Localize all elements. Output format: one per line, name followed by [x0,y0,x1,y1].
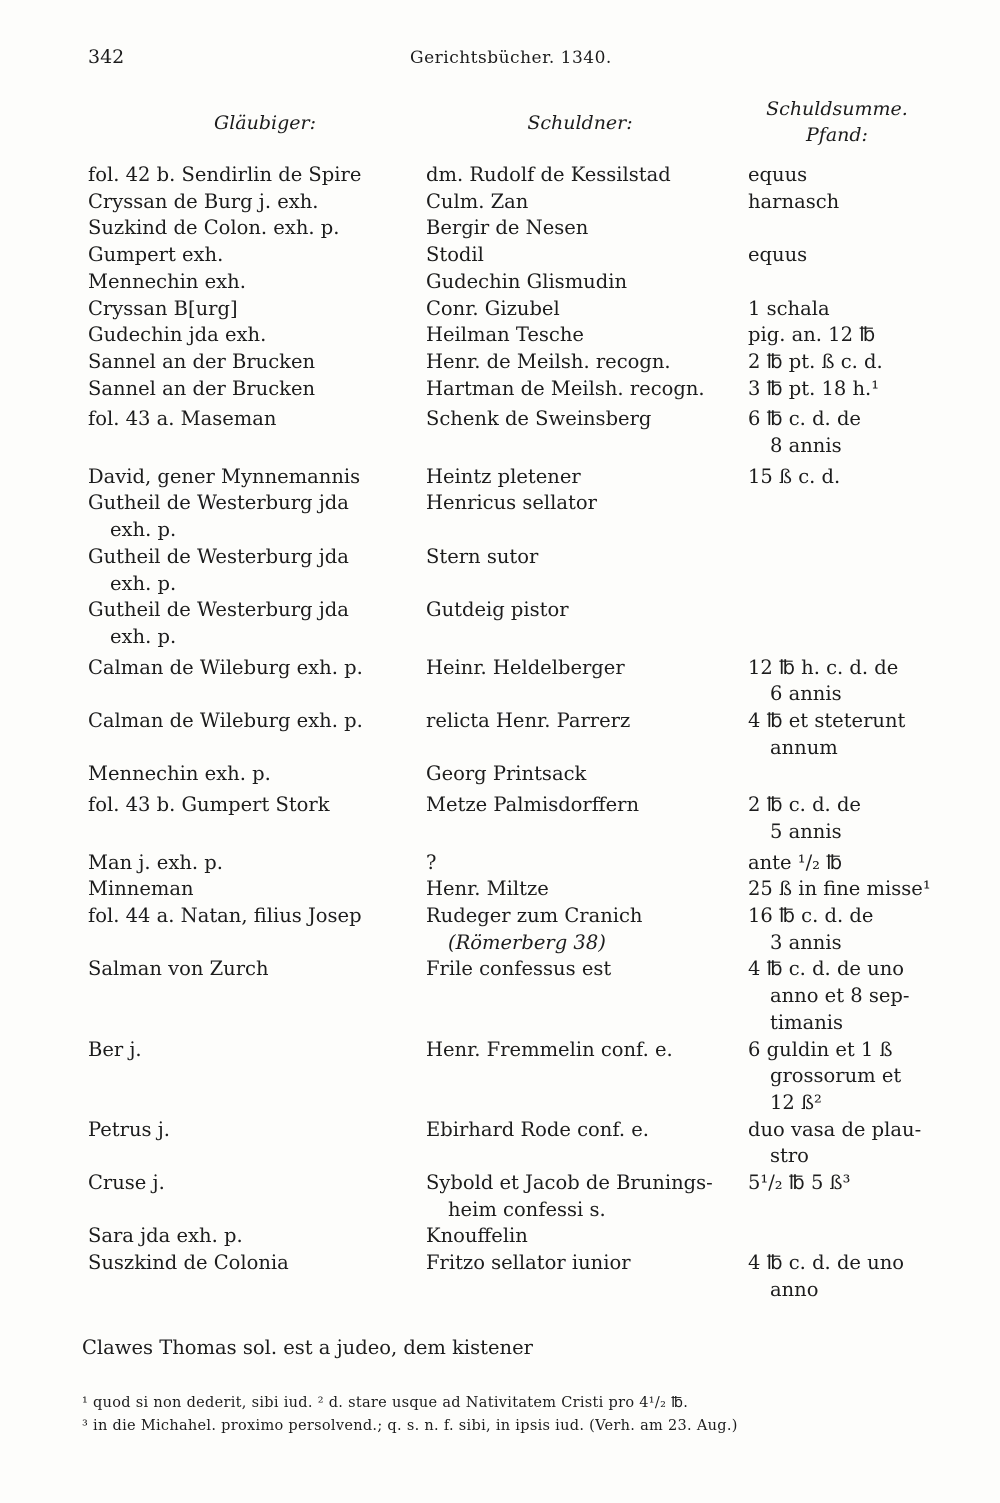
debtor-cell-line: heim confessi s. [448,1197,606,1221]
table-row [88,376,928,403]
sum-cell-line: 3 ℔ pt. 18 h.¹ [748,376,880,400]
debtor-cell [426,490,748,543]
creditor-cell [88,761,426,788]
sum-cell [748,349,928,376]
sum-cell [748,406,928,459]
debtor-cell-line: (Römerberg 38) [448,930,606,954]
table-row [88,655,928,708]
debtor-cell-line: Stodil [426,243,484,267]
debtor-cell [426,464,748,491]
sum-cell-line: 5 annis [770,819,842,843]
debtor-cell-line: Georg Printsack [426,762,587,786]
table-row [88,708,928,761]
column-header-debtor: Schuldner: [527,112,633,134]
table-row [88,792,928,845]
sum-cell [748,597,928,650]
debtor-cell-line: Heintz pletener [426,464,581,488]
creditor-cell-line: Calman de Wileburg exh. p. [88,655,363,679]
creditor-cell-line: Minneman [88,877,194,901]
footnotes [82,1392,942,1438]
creditor-cell-line: Suzkind de Colon. exh. p. [88,216,340,240]
sum-cell-line: 6 annis [770,682,842,706]
sum-cell-line: anno [770,1277,819,1301]
creditor-cell [88,242,426,269]
creditor-cell-line: Salman von Zurch [88,957,269,981]
table-row [88,1037,928,1117]
footnote-line: ³ in die Michahel. proximo persolvend.; q. s. n. f. sibi, in ipsis iud. (Verh. am 23. Aug.) [82,1418,738,1434]
page-number: 342 [88,46,125,68]
table-row [88,490,928,543]
sum-cell [748,1250,928,1303]
debtor-cell-line: Knouffelin [426,1224,528,1248]
creditor-cell-line: Gutheil de Westerburg jda [88,491,349,515]
sum-cell-line: duo vasa de plau- [748,1117,922,1141]
closing-note: Clawes Thomas sol. est a judeo, dem kistener [82,1336,533,1359]
debtor-cell [426,215,748,242]
creditor-cell [88,464,426,491]
sum-cell-line: 4 ℔ c. d. de uno [748,1251,905,1275]
debtor-cell [426,162,748,189]
sum-cell [748,296,928,323]
sum-cell [748,1037,928,1117]
creditor-cell-line: Gudechin jda exh. [88,323,267,347]
table-row [88,296,928,323]
sum-cell [748,215,928,242]
sum-cell [748,792,928,845]
debtor-cell [426,1117,748,1170]
debtor-cell [426,708,748,761]
creditor-cell [88,322,426,349]
creditor-cell-line: fol. 44 a. Natan, filius Josep [88,903,362,927]
table-row [88,269,928,296]
table-row [88,1250,928,1303]
creditor-cell-line: David, gener Mynnemannis [88,464,361,488]
creditor-cell [88,956,426,1036]
debtor-cell [426,1223,748,1250]
creditor-cell [88,349,426,376]
debtor-cell [426,956,748,1036]
creditor-cell-line: Mennechin exh. p. [88,762,271,786]
table-row [88,597,928,650]
creditor-cell-line: fol. 42 b. Sendirlin de Spire [88,163,362,186]
creditor-cell [88,296,426,323]
creditor-cell [88,406,426,459]
column-header-creditor: Gläubiger: [214,112,316,134]
sum-cell-line: 25 ß in fine misse¹ [748,877,931,901]
sum-cell [748,655,928,708]
sum-cell-line: ante ¹/₂ ℔ [748,850,843,874]
sum-cell-line: grossorum et [770,1064,902,1088]
sum-cell-line: 1 schala [748,296,830,320]
sum-cell [748,1223,928,1250]
debtor-cell-line: ? [426,850,437,874]
running-title: Gerichtsbücher. 1340. [410,48,612,68]
sum-cell [748,322,928,349]
creditor-cell [88,1170,426,1223]
table-row [88,406,928,459]
debtor-cell-line: Gudechin Glismudin [426,269,628,293]
creditor-cell [88,708,426,761]
sum-cell-line: 8 annis [770,434,842,458]
table-row [88,761,928,788]
debtor-cell [426,544,748,597]
debtor-cell [426,903,748,956]
sum-cell-line: stro [770,1144,809,1168]
sum-cell [748,376,928,403]
creditor-cell [88,876,426,903]
table-row [88,544,928,597]
creditor-cell-line: Cryssan B[urg] [88,296,238,320]
creditor-cell [88,269,426,296]
creditor-cell [88,376,426,403]
sum-cell [748,242,928,269]
debtor-cell-line: Henr. Miltze [426,877,549,901]
debtor-cell-line: Conr. Gizubel [426,296,560,320]
table-row [88,876,931,903]
creditor-cell [88,850,426,877]
debtor-cell [426,850,748,877]
creditor-cell [88,903,426,956]
debtor-cell-line: Henr. de Meilsh. recogn. [426,349,671,373]
debtor-cell-line: relicta Henr. Parrerz [426,709,631,733]
creditor-cell [88,597,426,650]
creditor-cell [88,189,426,216]
debtor-cell [426,349,748,376]
debtor-cell-line: Bergir de Nesen [426,216,589,240]
table-row [88,162,928,189]
sum-cell-line: anno et 8 sep- [770,984,910,1008]
creditor-cell [88,655,426,708]
debtor-cell-line: Sybold et Jacob de Brunings- [426,1171,713,1195]
table-row [88,850,928,877]
table-row [88,242,928,269]
column-header-sum-line2: Pfand: [806,124,868,146]
creditor-cell [88,1223,426,1250]
sum-cell-line: 5¹/₂ ℔ 5 ß³ [748,1171,851,1195]
sum-cell-line: 6 ℔ c. d. de [748,407,861,431]
creditor-cell-line: Man j. exh. p. [88,850,223,874]
creditor-cell-line: Sannel an der Brucken [88,376,316,400]
debtor-cell-line: Fritzo sellator iunior [426,1251,631,1275]
sum-cell-line: 15 ß c. d. [748,464,841,488]
table-row [88,215,928,242]
sum-cell-line: 4 ℔ et steterunt [748,709,906,733]
debtor-cell [426,876,748,903]
table-row [88,189,928,216]
debtor-cell [426,322,748,349]
creditor-cell-line: Sara jda exh. p. [88,1224,243,1248]
footnote-line: ¹ quod si non dederit, sibi iud. ² d. stare usque ad Nativitatem Cristi pro 4¹/₂ ℔. [82,1395,689,1411]
debtor-cell-line: Frile confessus est [426,957,612,981]
debtor-cell-line: Heilman Tesche [426,323,584,347]
creditor-cell-line: Gutheil de Westerburg jda [88,598,349,622]
creditor-cell-line: Cryssan de Burg j. exh. [88,189,319,213]
creditor-cell [88,490,426,543]
creditor-cell-line: Calman de Wileburg exh. p. [88,709,363,733]
debtor-cell [426,269,748,296]
debtor-cell [426,1170,748,1223]
creditor-cell-line: Petrus j. [88,1117,170,1141]
creditor-cell [88,544,426,597]
sum-cell [748,189,928,216]
creditor-cell-line: Ber j. [88,1037,142,1061]
creditor-cell-line: Sannel an der Brucken [88,349,316,373]
sum-cell-line: equus [748,243,808,267]
table-row [88,1223,928,1250]
debtor-cell [426,189,748,216]
sum-cell-line: harnasch [748,189,840,213]
sum-cell [748,903,928,956]
creditor-cell-line: Gumpert exh. [88,243,224,267]
table-row [88,956,928,1036]
table-row [88,903,928,956]
sum-cell [748,1117,928,1170]
sum-cell [748,850,928,877]
creditor-cell [88,215,426,242]
sum-cell-line: timanis [770,1010,843,1034]
creditor-cell [88,1117,426,1170]
debtor-cell-line: Stern sutor [426,544,539,568]
creditor-cell-line: Mennechin exh. [88,269,246,293]
sum-cell-line: 6 guldin et 1 ß [748,1037,893,1061]
sum-cell [748,761,928,788]
sum-cell-line: annum [770,735,838,759]
debtor-cell [426,406,748,459]
sum-cell [748,490,928,543]
creditor-cell [88,792,426,845]
creditor-cell-line: Gutheil de Westerburg jda [88,544,349,568]
debtor-cell [426,296,748,323]
debtor-cell-line: Rudeger zum Cranich [426,903,643,927]
creditor-cell-line: exh. p. [110,624,177,648]
sum-cell [748,956,928,1036]
sum-cell [748,708,928,761]
table-row [88,464,928,491]
debtor-cell-line: Henricus sellator [426,491,597,515]
debtor-cell [426,655,748,708]
debtor-cell [426,242,748,269]
table-row [88,322,928,349]
creditor-cell-line: fol. 43 a. Maseman [88,407,277,431]
debtor-cell-line: dm. Rudolf de Kessilstad [426,163,671,186]
sum-cell [748,1170,928,1223]
debtor-cell-line: Schenk de Sweinsberg [426,407,652,431]
creditor-cell-line: exh. p. [110,571,177,595]
column-header-sum [752,96,922,148]
table-row [88,1170,928,1223]
debtor-cell-line: Ebirhard Rode conf. e. [426,1117,649,1141]
debtor-cell [426,792,748,845]
sum-cell-line: 12 ℔ h. c. d. de [748,655,899,679]
ledger-table [88,162,931,1304]
sum-cell [748,876,931,903]
creditor-cell [88,1037,426,1117]
table-row [88,1117,928,1170]
sum-cell [748,269,928,296]
sum-cell-line: 3 annis [770,930,842,954]
sum-cell-line: 4 ℔ c. d. de uno [748,957,905,981]
sum-cell-line: pig. an. 12 ℔ [748,323,876,347]
debtor-cell [426,597,748,650]
debtor-cell [426,761,748,788]
sum-cell [748,162,928,189]
creditor-cell-line: Cruse j. [88,1171,165,1195]
creditor-cell-line: fol. 43 b. Gumpert Stork [88,793,330,817]
sum-cell-line: equus [748,163,808,186]
sum-cell-line: 12 ß² [770,1090,822,1114]
debtor-cell-line: Gutdeig pistor [426,598,569,622]
debtor-cell [426,376,748,403]
sum-cell-line: 16 ℔ c. d. de [748,903,874,927]
debtor-cell-line: Heinr. Heldelberger [426,655,625,679]
creditor-cell [88,162,426,189]
creditor-cell-line: exh. p. [110,518,177,542]
debtor-cell-line: Culm. Zan [426,189,529,213]
table-row [88,349,928,376]
sum-cell-line: 2 ℔ pt. ß c. d. [748,349,883,373]
debtor-cell [426,1037,748,1117]
debtor-cell-line: Hartman de Meilsh. recogn. [426,376,705,400]
creditor-cell-line: Suszkind de Colonia [88,1251,289,1275]
debtor-cell-line: Henr. Fremmelin conf. e. [426,1037,673,1061]
debtor-cell-line: Metze Palmisdorffern [426,793,640,817]
sum-cell [748,464,928,491]
creditor-cell [88,1250,426,1303]
sum-cell-line: 2 ℔ c. d. de [748,793,861,817]
debtor-cell [426,1250,748,1303]
sum-cell [748,544,928,597]
column-header-sum-line1: Schuldsumme. [766,98,908,120]
